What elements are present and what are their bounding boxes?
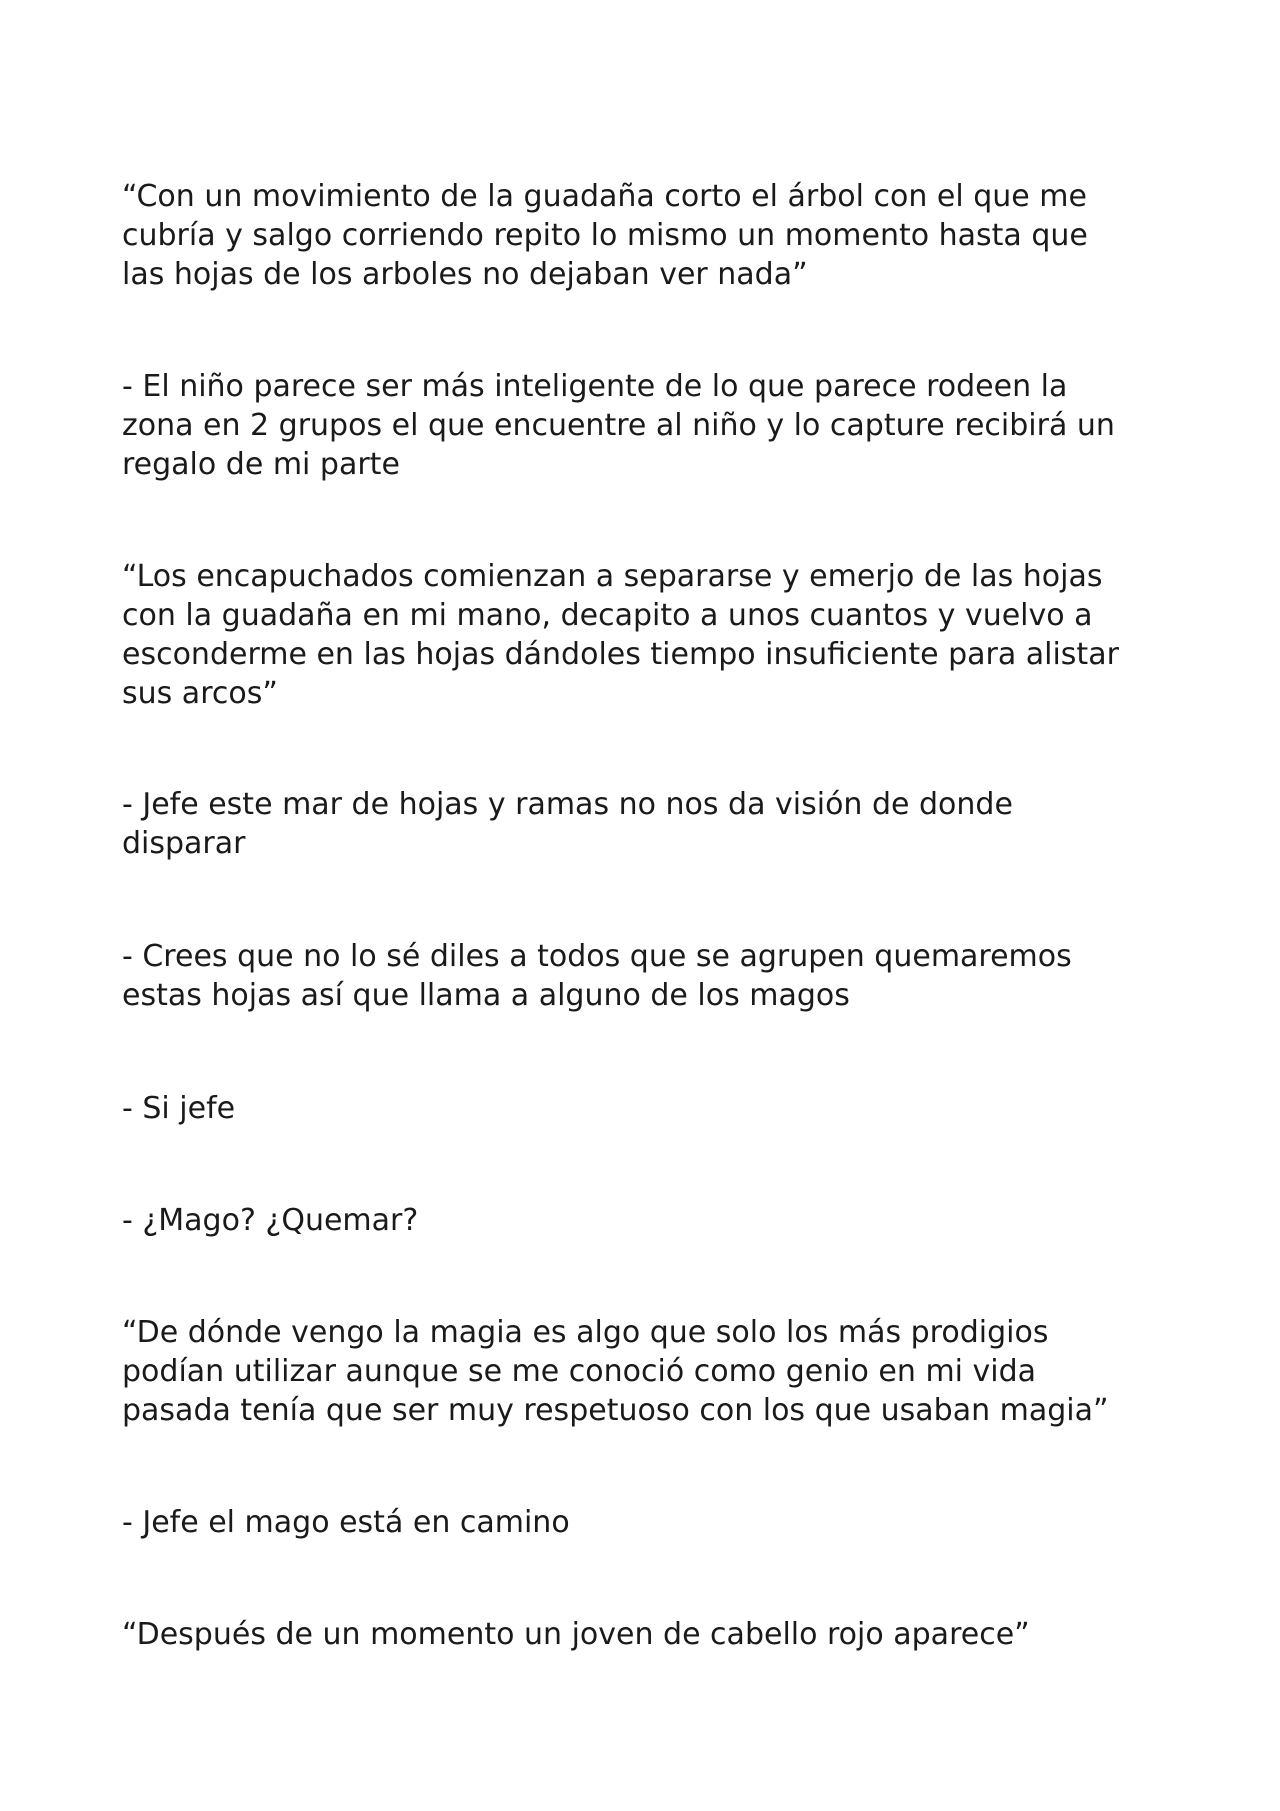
text-line: - Crees que no lo sé diles a todos que se agrupen quemaremos — [122, 939, 1072, 974]
text-line: - Jefe este mar de hojas y ramas no nos da visión de donde — [122, 787, 1013, 822]
dialogue-paragraph-7 — [122, 1201, 1172, 1240]
narration-paragraph-10 — [122, 1615, 1172, 1654]
text-line: estas hojas así que llama a alguno de los magos — [122, 978, 850, 1013]
text-line: zona en 2 grupos el que encuentre al niño y lo capture recibirá un — [122, 408, 1115, 443]
text-line: cubría y salgo corriendo repito lo mismo un momento hasta que — [122, 218, 1088, 253]
narration-paragraph-1 — [122, 177, 1172, 294]
text-line: disparar — [122, 826, 246, 861]
text-line: - ¿Mago? ¿Quemar? — [122, 1203, 419, 1238]
dialogue-paragraph-4 — [122, 785, 1172, 863]
text-line: “Los encapuchados comienzan a separarse y emerjo de las hojas — [122, 559, 1103, 594]
text-line: podían utilizar aunque se me conoció como genio en mi vida — [122, 1354, 1037, 1389]
dialogue-paragraph-6 — [122, 1089, 1172, 1128]
narration-paragraph-3 — [122, 557, 1172, 713]
dialogue-paragraph-9 — [122, 1503, 1172, 1542]
text-line: “Con un movimiento de la guadaña corto el árbol con el que me — [122, 179, 1087, 214]
text-line: - Si jefe — [122, 1091, 236, 1126]
text-line: sus arcos” — [122, 676, 278, 711]
text-line: con la guadaña en mi mano, decapito a unos cuantos y vuelvo a — [122, 598, 1093, 633]
text-line: “Después de un momento un joven de cabello rojo aparece” — [122, 1617, 1030, 1652]
text-line: pasada tenía que ser muy respetuoso con los que usaban magia” — [122, 1393, 1109, 1428]
text-line: - Jefe el mago está en camino — [122, 1505, 570, 1540]
dialogue-paragraph-5 — [122, 937, 1172, 1015]
text-line: las hojas de los arboles no dejaban ver nada” — [122, 257, 808, 292]
text-line: esconderme en las hojas dándoles tiempo insuficiente para alistar — [122, 637, 1119, 672]
dialogue-paragraph-2 — [122, 367, 1172, 484]
narration-paragraph-8 — [122, 1313, 1172, 1430]
text-line: - El niño parece ser más inteligente de lo que parece rodeen la — [122, 369, 1068, 404]
text-line: “De dónde vengo la magia es algo que solo los más prodigios — [122, 1315, 1049, 1350]
text-line: regalo de mi parte — [122, 447, 400, 482]
